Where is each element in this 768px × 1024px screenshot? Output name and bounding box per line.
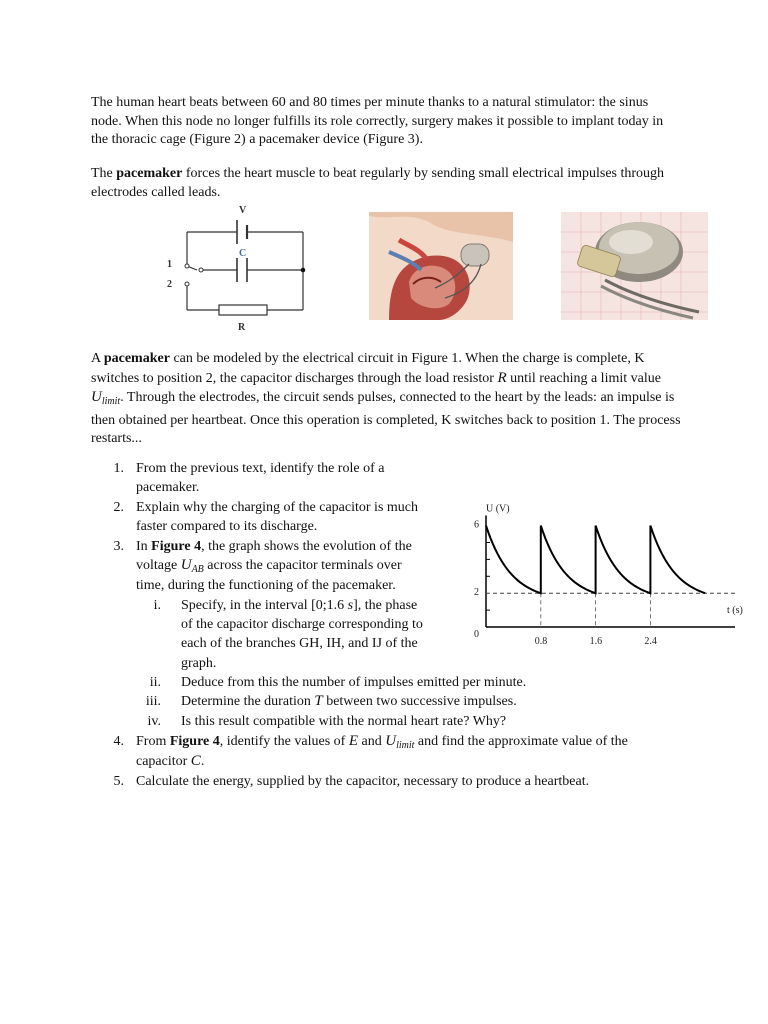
y-tick-label: 2 xyxy=(474,587,479,599)
switch-position-2-label: 2 xyxy=(167,279,172,290)
switch-position-1-label: 1 xyxy=(167,259,172,270)
intro-paragraph: The human heart beats between 60 and 80 times per minute thanks to a natural stimulator: the sinus node. When this node no longer fulfills its role correctly, surgery makes it possible to implant today in the thoracic cage (Figure 2) a pacemaker device (Figure 3). xyxy=(91,95,664,147)
circuit-model-paragraph: A pacemaker can be modeled by the electrical circuit in Figure 1. When the charge is complete, K switches to position 2, the capacitor discharges through the load resistor R until reaching a limit value $U_{limit}$. Through the electrodes, the circuit sends pulses, connected to the heart by the leads: an impulse is then obtained per heartbeat. Once this operation is completed, K switches back to position 1. The process restarts... xyxy=(91,351,681,446)
x-tick-label: 1.6 xyxy=(589,636,603,647)
voltage-time-chart-svg xyxy=(440,432,750,652)
resistor-label: R xyxy=(238,322,246,333)
x-tick-label: 2.4 xyxy=(644,636,657,647)
circuit-diagram-figure xyxy=(163,204,313,334)
y-tick-label: 0 xyxy=(474,629,479,640)
x-tick-label: 0.8 xyxy=(534,636,548,647)
y-axis-label: U (V) xyxy=(486,503,510,515)
voltage-time-chart xyxy=(440,432,750,652)
battery-label: V xyxy=(239,205,247,216)
voltage-series-line xyxy=(486,526,705,594)
pacemaker-device-photo xyxy=(561,212,708,320)
capacitor-label: C xyxy=(239,248,247,259)
figure-4-reference: Figure 4 xyxy=(151,539,202,554)
document-page: The human heart beats between 60 and 80 times per minute thanks to a natural stimulator: the sinus node. When this node no longer fulfills its role correctly, surgery makes it possible to implant today in the thoracic cage (Figure 2) a pacemaker device (Figure 3). The pacemaker forces the heart muscle to beat regularly by sending small electrical impulses through electrodes called leads. V C 1 2 R A pacemaker can be modeled by the electrical circuit in Figure 1. When the charge is complete, K switches to position 2, the capacitor discharges through the load resistor R until reaching a limit value $U_{limit}$. Through the electrodes, the circuit sends pulses, connected to the heart by the leads: an impulse is then obtained per heartbeat. Once this operation is completed, K switches back to position 1. The process restarts... U (V) t (s) 0 2 6 0.8 1.6 2.4 1. From the previous text, identify the role of a pacemaker. 2. Explain why the charging of the capacitor is much faster compared to its discharge. 3. In Figure 4, the graph shows the evolution of the voltage $U_{AB}$ across the capacitor terminals over time, during the functioning of the pacemaker. i. Specify, in the interval [0;1.6 s], the phase of the capacitor discharge corresponding to each of the branches GH, IH, and IJ of the graph. ii. Deduce from this the number of impulses emitted per minute. iii. Determine the duration T between two successive impulses. iv. Is this result compatible with the normal heart rate? Why? 4. From Figure 4, identify the values of E and $U_{limit}$ and find the approximate value of the capacitor C. 5. Calculate the energy, supplied by the capacitor, necessary to produce a heartbeat. xyxy=(0,0,768,1024)
pacemaker-term-2: pacemaker xyxy=(103,351,170,366)
figure-4-reference-2: Figure 4 xyxy=(169,734,220,749)
heart-pacemaker-illustration xyxy=(369,212,513,320)
pacemaker-definition-paragraph: The pacemaker forces the heart muscle to beat regularly by sending small electrical impulses through electrodes called leads. xyxy=(91,166,665,200)
pacemaker-term: pacemaker xyxy=(116,166,183,181)
y-tick-label: 6 xyxy=(474,519,479,531)
x-axis-label: t (s) xyxy=(727,605,743,616)
